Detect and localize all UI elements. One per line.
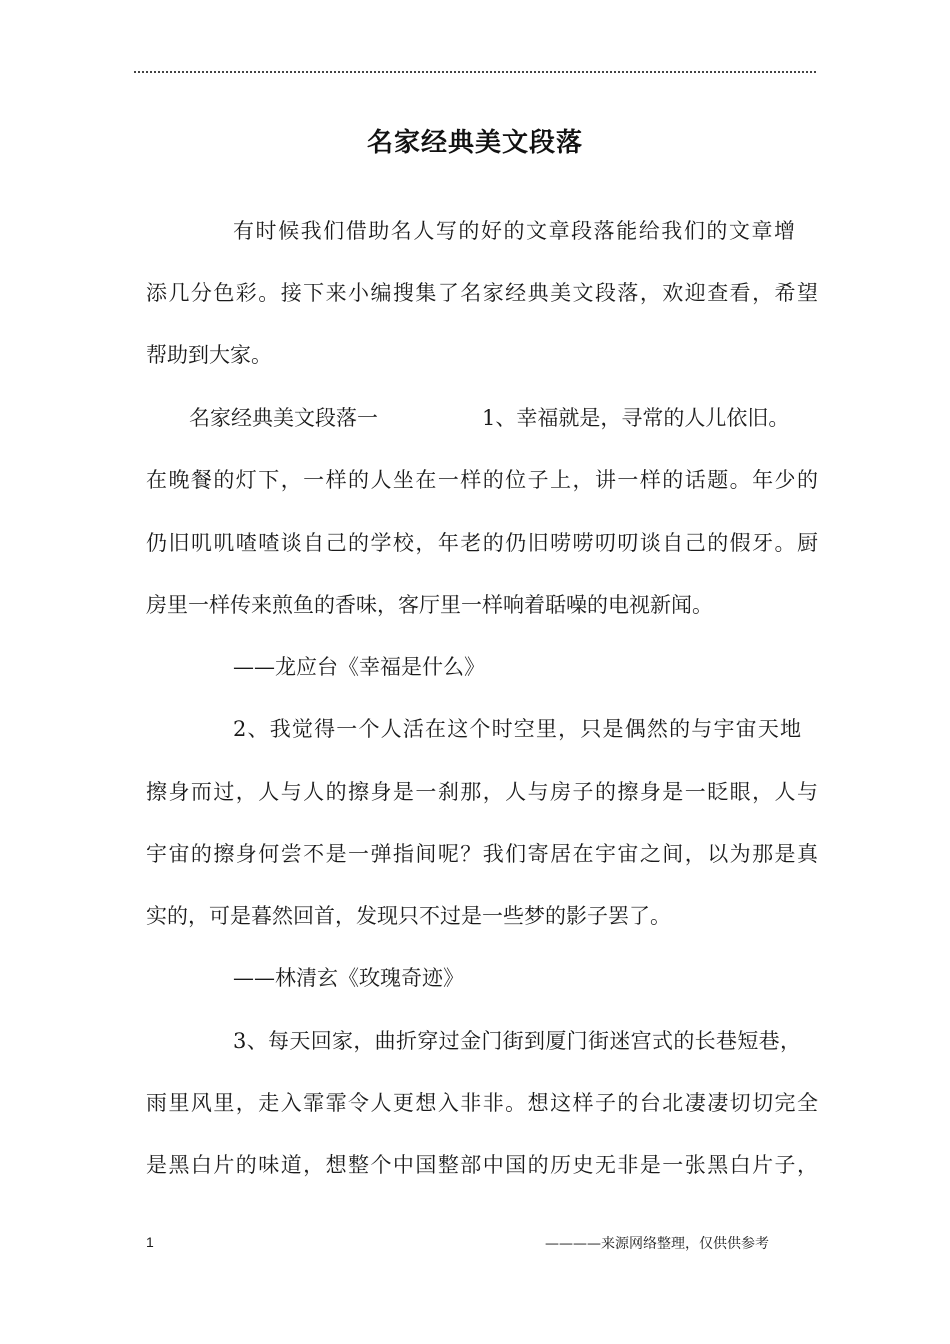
paragraph-line: 仍旧叽叽喳喳谈自己的学校，年老的仍旧唠唠叨叨谈自己的假牙。厨 [146, 531, 818, 555]
source-note: ————来源网络整理，仅供供参考 [545, 1236, 769, 1252]
paragraph-line: 3、每天回家，曲折穿过金门街到厦门街迷宫式的长巷短巷， [233, 1029, 801, 1053]
header-dotted-rule [134, 71, 816, 73]
paragraph-line: 房里一样传来煎鱼的香味，客厅里一样响着聒噪的电视新闻。 [146, 593, 713, 617]
paragraph-line: 宇宙的擦身何尝不是一弹指间呢？我们寄居在宇宙之间，以为那是真 [146, 842, 818, 866]
quote-attribution: ——龙应台《幸福是什么》 [233, 655, 485, 679]
document-title: 名家经典美文段落 [366, 128, 583, 158]
quote-attribution: ——林清玄《玫瑰奇迹》 [233, 966, 464, 990]
paragraph-line: 2、我觉得一个人活在这个时空里，只是偶然的与宇宙天地 [233, 717, 801, 741]
paragraph-line: 在晚餐的灯下，一样的人坐在一样的位子上，讲一样的话题。年少的 [146, 468, 818, 492]
paragraph-line: 帮助到大家。 [146, 343, 272, 367]
paragraph-line: 1、幸福就是，寻常的人儿依旧。 [482, 406, 790, 430]
paragraph-line: 雨里风里，走入霏霏令人更想入非非。想这样子的台北凄凄切切完全 [146, 1091, 818, 1115]
paragraph-line: 擦身而过，人与人的擦身是一刹那，人与房子的擦身是一眨眼，人与 [146, 780, 818, 804]
section-heading: 名家经典美文段落一 [189, 406, 378, 430]
paragraph-line: 是黑白片的味道，想整个中国整部中国的历史无非是一张黑白片子， [146, 1153, 818, 1177]
paragraph-line: 有时候我们借助名人写的好的文章段落能给我们的文章增 [233, 219, 795, 243]
page-number: 1 [146, 1234, 154, 1250]
paragraph-line: 添几分色彩。接下来小编搜集了名家经典美文段落，欢迎查看，希望 [146, 281, 818, 305]
paragraph-line: 实的，可是暮然回首，发现只不过是一些梦的影子罢了。 [146, 904, 671, 928]
